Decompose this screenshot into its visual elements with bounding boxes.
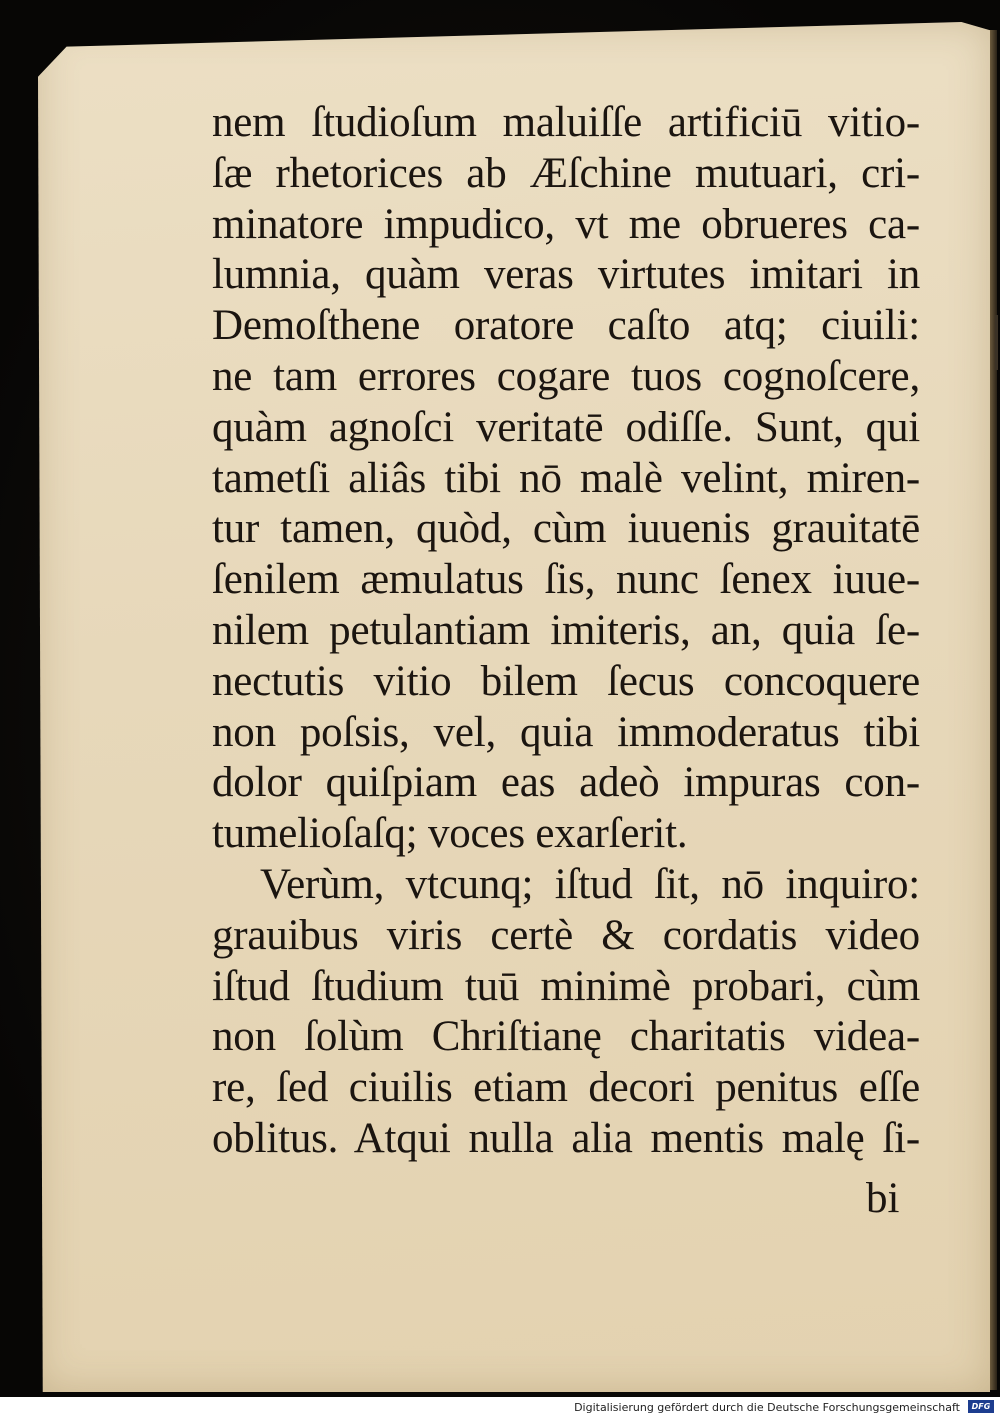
text-line: tumelioſaſq; voces exarſerit. [212, 810, 688, 858]
text-line: lumnia, quàm veras virtutes imitari in [212, 251, 920, 299]
footer-credit: Digitalisierung gefördert durch die Deutsche Forschungsgemeinschaft [574, 1401, 960, 1414]
text-line: tur tamen, quòd, cùm iuuenis grauitatē [212, 505, 920, 553]
text-line: re, ſed ciuilis etiam decori penitus eſſe [212, 1064, 920, 1112]
text-line: non ſolùm Chriſtianę charitatis videa- [212, 1013, 920, 1061]
text-line: minatore impudico, vt me obrueres ca- [212, 200, 920, 248]
text-line: nilem petulantiam imiteris, an, quia ſe- [212, 606, 920, 654]
text-line: ſenilem æmulatus ſis, nunc ſenex iuue- [212, 556, 920, 604]
text-line-paragraph-start: Verùm, vtcunq; iſtud ſit, nō inquiro: [260, 860, 920, 908]
catchword: bi [866, 1175, 900, 1222]
text-line: ſæ rhetorices ab Æſchine mutuari, cri- [212, 149, 920, 197]
page-text-block [212, 98, 920, 1165]
text-line: dolor quiſpiam eas adeò impuras con- [212, 759, 920, 807]
text-line: iſtud ſtudium tuū minimè probari, cùm [212, 962, 920, 1010]
text-line: quàm agnoſci veritatē odiſſe. Sunt, qui [212, 403, 920, 451]
dfg-logo: DFG [968, 1400, 994, 1413]
text-line: nem ſtudioſum maluiſſe artificiū vitio- [212, 99, 920, 146]
page-edge-mark [995, 315, 998, 370]
text-line: ne tam errores cogare tuos cognoſcere, [212, 352, 920, 400]
digitization-footer [0, 1397, 1000, 1417]
text-line: Demoſthene oratore caſto atq; ciuili: [212, 302, 920, 350]
text-line: tametſi aliâs tibi nō malè velint, miren- [212, 454, 920, 502]
text-line: oblitus. Atqui nulla alia mentis malę ſi- [212, 1114, 920, 1162]
text-line: non poſsis, vel, quia immoderatus tibi [212, 708, 920, 756]
text-line: nectutis vitio bilem ſecus concoquere [212, 657, 920, 705]
text-line: grauibus viris certè & cordatis video [212, 911, 920, 959]
